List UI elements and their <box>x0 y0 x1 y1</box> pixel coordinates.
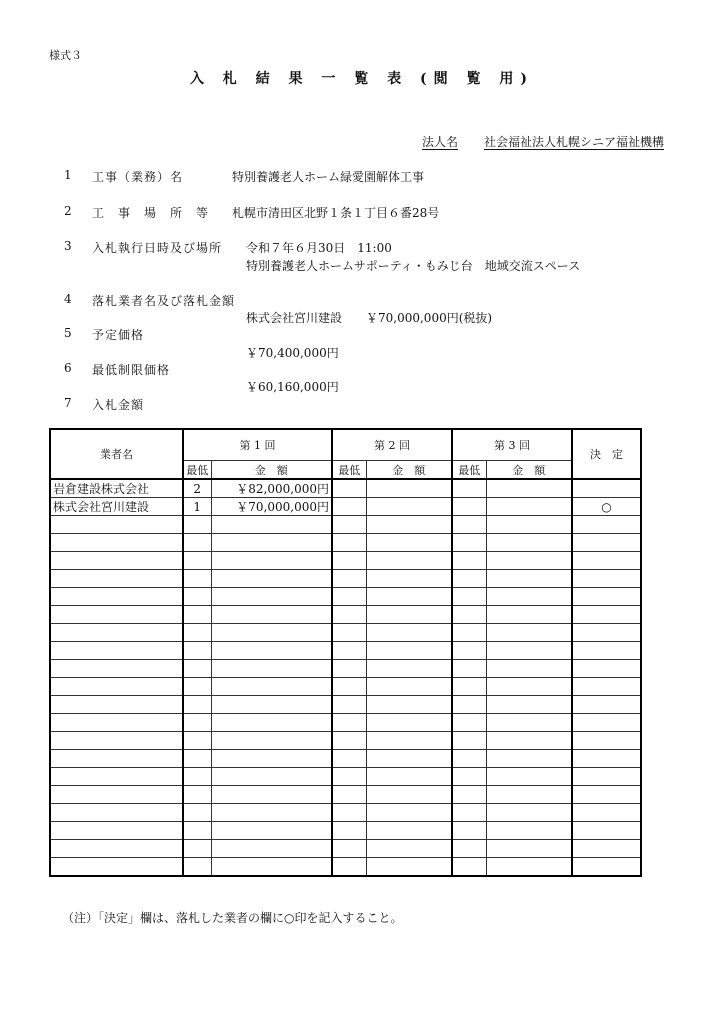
cell-amount-1 <box>211 696 332 714</box>
cell-decision <box>572 696 641 714</box>
cell-company <box>50 696 183 714</box>
cell-company <box>50 624 183 642</box>
cell-amount-3 <box>486 660 572 678</box>
cell-low-3 <box>452 660 486 678</box>
bid-table-body <box>50 479 641 876</box>
cell-decision <box>572 570 641 588</box>
col-header-amount-2: 金 額 <box>366 461 452 480</box>
cell-low-3 <box>452 714 486 732</box>
cell-amount-2 <box>366 570 452 588</box>
item-number: 1 <box>64 168 72 182</box>
cell-low-1 <box>183 732 211 750</box>
cell-decision <box>572 588 641 606</box>
cell-amount-1 <box>211 732 332 750</box>
cell-low-2 <box>332 840 366 858</box>
cell-low-2 <box>332 552 366 570</box>
table-row <box>50 479 641 498</box>
cell-amount-2 <box>366 479 452 498</box>
item-number: 7 <box>64 396 72 410</box>
col-header-low-2: 最低 <box>332 461 366 480</box>
cell-amount-3 <box>486 479 572 498</box>
cell-amount-3 <box>486 750 572 768</box>
cell-amount-3 <box>486 786 572 804</box>
cell-low-1 <box>183 534 211 552</box>
cell-amount-2 <box>366 786 452 804</box>
table-row <box>50 804 641 822</box>
cell-low-3 <box>452 642 486 660</box>
cell-low-1 <box>183 660 211 678</box>
table-row <box>50 732 641 750</box>
cell-decision <box>572 606 641 624</box>
item-value-location: 札幌市清田区北野１条１丁目６番28号 <box>232 206 440 220</box>
cell-company <box>50 552 183 570</box>
cell-low-2 <box>332 534 366 552</box>
item-value-winner: 株式会社宮川建設 ￥70,000,000円(税抜) <box>246 311 493 325</box>
organization-line <box>422 133 664 150</box>
cell-low-3 <box>452 534 486 552</box>
cell-amount-2 <box>366 588 452 606</box>
col-header-round-2: 第 2 回 <box>332 429 452 461</box>
cell-amount-2 <box>366 624 452 642</box>
cell-amount-2 <box>366 750 452 768</box>
cell-low-3 <box>452 498 486 516</box>
cell-low-1 <box>183 750 211 768</box>
item-label-min-price: 最低制限価格 <box>92 363 171 377</box>
cell-company <box>50 516 183 534</box>
cell-decision <box>572 822 641 840</box>
cell-decision <box>572 678 641 696</box>
cell-decision <box>572 516 641 534</box>
cell-low-1 <box>183 714 211 732</box>
cell-company <box>50 786 183 804</box>
cell-company <box>50 768 183 786</box>
cell-low-3 <box>452 570 486 588</box>
cell-low-3 <box>452 516 486 534</box>
item-number: 3 <box>64 239 72 253</box>
cell-low-1 <box>183 516 211 534</box>
cell-decision: ○ <box>572 498 641 516</box>
cell-amount-1 <box>211 552 332 570</box>
cell-low-3 <box>452 786 486 804</box>
cell-amount-3 <box>486 534 572 552</box>
cell-low-3 <box>452 732 486 750</box>
cell-amount-3 <box>486 588 572 606</box>
item-number: 4 <box>64 292 72 306</box>
cell-low-2 <box>332 696 366 714</box>
footnote: （注）「決定」欄は、落札した業者の欄に○印を記入すること。 <box>62 911 403 925</box>
cell-low-1 <box>183 624 211 642</box>
cell-amount-1 <box>211 678 332 696</box>
cell-low-2 <box>332 516 366 534</box>
cell-amount-3 <box>486 732 572 750</box>
cell-amount-2 <box>366 534 452 552</box>
cell-low-1 <box>183 804 211 822</box>
cell-amount-2 <box>366 858 452 877</box>
cell-low-3 <box>452 696 486 714</box>
cell-amount-1 <box>211 606 332 624</box>
cell-amount-1 <box>211 750 332 768</box>
cell-amount-2 <box>366 660 452 678</box>
cell-amount-3 <box>486 624 572 642</box>
item-label-winner: 落札業者名及び落札金額 <box>92 294 236 308</box>
org-name: 社会福祉法人札幌シニア福祉機構 <box>483 135 664 149</box>
cell-amount-3 <box>486 516 572 534</box>
cell-low-2 <box>332 606 366 624</box>
cell-decision <box>572 804 641 822</box>
item-value-min-price: ￥60,160,000円 <box>246 380 339 394</box>
cell-decision <box>572 714 641 732</box>
cell-low-3 <box>452 624 486 642</box>
cell-low-2 <box>332 732 366 750</box>
table-row <box>50 588 641 606</box>
table-row <box>50 552 641 570</box>
cell-amount-2 <box>366 552 452 570</box>
cell-decision <box>572 858 641 877</box>
cell-amount-2 <box>366 822 452 840</box>
cell-company <box>50 840 183 858</box>
table-row <box>50 786 641 804</box>
cell-low-2 <box>332 660 366 678</box>
cell-low-1: 2 <box>183 479 211 498</box>
item-label-bid-datetime: 入札執行日時及び場所 <box>92 241 223 255</box>
cell-amount-1 <box>211 588 332 606</box>
cell-low-3 <box>452 678 486 696</box>
cell-low-1 <box>183 678 211 696</box>
cell-amount-3 <box>486 696 572 714</box>
cell-low-3 <box>452 479 486 498</box>
table-row <box>50 750 641 768</box>
table-row <box>50 858 641 877</box>
cell-low-1 <box>183 570 211 588</box>
cell-amount-2 <box>366 498 452 516</box>
table-row <box>50 714 641 732</box>
cell-amount-1 <box>211 804 332 822</box>
cell-low-2 <box>332 498 366 516</box>
cell-decision <box>572 750 641 768</box>
cell-low-2 <box>332 750 366 768</box>
cell-company: 株式会社宮川建設 <box>50 498 183 516</box>
cell-amount-1 <box>211 516 332 534</box>
page-title: 入 札 結 果 一 覧 表 (閲 覧 用) <box>189 71 535 87</box>
table-row <box>50 840 641 858</box>
table-row <box>50 660 641 678</box>
cell-low-1 <box>183 552 211 570</box>
col-header-amount-1: 金 額 <box>211 461 332 480</box>
cell-amount-3 <box>486 606 572 624</box>
cell-company <box>50 822 183 840</box>
cell-low-1: 1 <box>183 498 211 516</box>
cell-company <box>50 804 183 822</box>
cell-low-2 <box>332 678 366 696</box>
col-header-company: 業者名 <box>50 429 183 479</box>
cell-amount-3 <box>486 570 572 588</box>
table-row <box>50 570 641 588</box>
item-value-bid-place: 特別養護老人ホームサポーティ・もみじ台 地域交流スペース <box>246 259 581 273</box>
cell-amount-1: ￥82,000,000円 <box>211 479 332 498</box>
cell-low-1 <box>183 858 211 877</box>
cell-low-1 <box>183 840 211 858</box>
table-row <box>50 624 641 642</box>
cell-amount-1 <box>211 624 332 642</box>
item-number: 5 <box>64 326 72 340</box>
col-header-round-1: 第 1 回 <box>183 429 332 461</box>
table-row <box>50 822 641 840</box>
table-row <box>50 678 641 696</box>
cell-low-3 <box>452 588 486 606</box>
cell-amount-2 <box>366 696 452 714</box>
item-label-planned-price: 予定価格 <box>92 328 145 342</box>
cell-company <box>50 750 183 768</box>
cell-company <box>50 732 183 750</box>
bid-results-table <box>49 428 642 877</box>
item-label-project-name: 工事（業務）名 <box>92 170 184 184</box>
col-header-amount-3: 金 額 <box>486 461 572 480</box>
cell-decision <box>572 768 641 786</box>
cell-amount-1 <box>211 534 332 552</box>
cell-low-3 <box>452 858 486 877</box>
cell-low-1 <box>183 696 211 714</box>
cell-amount-3 <box>486 822 572 840</box>
cell-low-1 <box>183 606 211 624</box>
cell-decision <box>572 732 641 750</box>
cell-low-2 <box>332 624 366 642</box>
cell-low-3 <box>452 768 486 786</box>
form-number: 様式３ <box>49 49 82 62</box>
cell-amount-3 <box>486 858 572 877</box>
cell-low-3 <box>452 552 486 570</box>
cell-amount-3 <box>486 552 572 570</box>
cell-amount-1 <box>211 840 332 858</box>
table-row <box>50 768 641 786</box>
cell-amount-3 <box>486 642 572 660</box>
item-value-planned-price: ￥70,400,000円 <box>246 346 339 360</box>
col-header-round-3: 第 3 回 <box>452 429 572 461</box>
col-header-low-3: 最低 <box>452 461 486 480</box>
table-row <box>50 642 641 660</box>
cell-decision <box>572 624 641 642</box>
cell-amount-1 <box>211 642 332 660</box>
cell-low-1 <box>183 786 211 804</box>
cell-amount-1: ￥70,000,000円 <box>211 498 332 516</box>
cell-amount-2 <box>366 804 452 822</box>
item-value-bid-datetime: 令和７年６月30日 11:00 <box>246 241 392 255</box>
cell-low-2 <box>332 570 366 588</box>
cell-amount-3 <box>486 498 572 516</box>
cell-low-3 <box>452 804 486 822</box>
cell-low-1 <box>183 768 211 786</box>
item-number: 6 <box>64 361 72 375</box>
cell-low-3 <box>452 822 486 840</box>
cell-decision <box>572 552 641 570</box>
cell-low-1 <box>183 642 211 660</box>
cell-company <box>50 714 183 732</box>
cell-amount-2 <box>366 516 452 534</box>
item-value-project-name: 特別養護老人ホーム緑愛園解体工事 <box>232 170 425 184</box>
item-number: 2 <box>64 204 72 218</box>
cell-company <box>50 678 183 696</box>
table-row <box>50 498 641 516</box>
cell-low-2 <box>332 822 366 840</box>
cell-low-2 <box>332 768 366 786</box>
cell-amount-1 <box>211 822 332 840</box>
cell-amount-3 <box>486 804 572 822</box>
col-header-decision: 決 定 <box>572 429 641 479</box>
cell-low-3 <box>452 750 486 768</box>
cell-decision <box>572 642 641 660</box>
cell-low-2 <box>332 786 366 804</box>
cell-company <box>50 606 183 624</box>
table-row <box>50 516 641 534</box>
cell-amount-1 <box>211 660 332 678</box>
cell-amount-3 <box>486 840 572 858</box>
cell-amount-1 <box>211 858 332 877</box>
cell-amount-1 <box>211 768 332 786</box>
cell-low-2 <box>332 714 366 732</box>
cell-low-2 <box>332 479 366 498</box>
cell-amount-3 <box>486 714 572 732</box>
cell-company: 岩倉建設株式会社 <box>50 479 183 498</box>
cell-amount-2 <box>366 606 452 624</box>
cell-amount-2 <box>366 714 452 732</box>
cell-low-2 <box>332 858 366 877</box>
item-label-location: 工 事 場 所 等 <box>92 206 210 220</box>
table-row <box>50 696 641 714</box>
cell-amount-2 <box>366 732 452 750</box>
org-label: 法人名 <box>421 135 458 149</box>
cell-company <box>50 570 183 588</box>
cell-decision <box>572 534 641 552</box>
cell-decision <box>572 660 641 678</box>
cell-company <box>50 534 183 552</box>
cell-company <box>50 642 183 660</box>
cell-company <box>50 660 183 678</box>
cell-amount-3 <box>486 768 572 786</box>
item-label-bid-amounts: 入札金額 <box>92 398 145 412</box>
col-header-low-1: 最低 <box>183 461 211 480</box>
cell-amount-2 <box>366 768 452 786</box>
table-row <box>50 606 641 624</box>
cell-amount-1 <box>211 786 332 804</box>
cell-amount-1 <box>211 714 332 732</box>
cell-amount-3 <box>486 678 572 696</box>
cell-low-3 <box>452 840 486 858</box>
table-row <box>50 534 641 552</box>
cell-company <box>50 588 183 606</box>
cell-decision <box>572 786 641 804</box>
cell-amount-2 <box>366 642 452 660</box>
cell-amount-1 <box>211 570 332 588</box>
cell-decision <box>572 840 641 858</box>
cell-low-2 <box>332 588 366 606</box>
cell-low-2 <box>332 804 366 822</box>
cell-low-1 <box>183 822 211 840</box>
cell-amount-2 <box>366 678 452 696</box>
cell-amount-2 <box>366 840 452 858</box>
cell-company <box>50 858 183 877</box>
cell-low-1 <box>183 588 211 606</box>
cell-low-2 <box>332 642 366 660</box>
cell-decision <box>572 479 641 498</box>
cell-low-3 <box>452 606 486 624</box>
